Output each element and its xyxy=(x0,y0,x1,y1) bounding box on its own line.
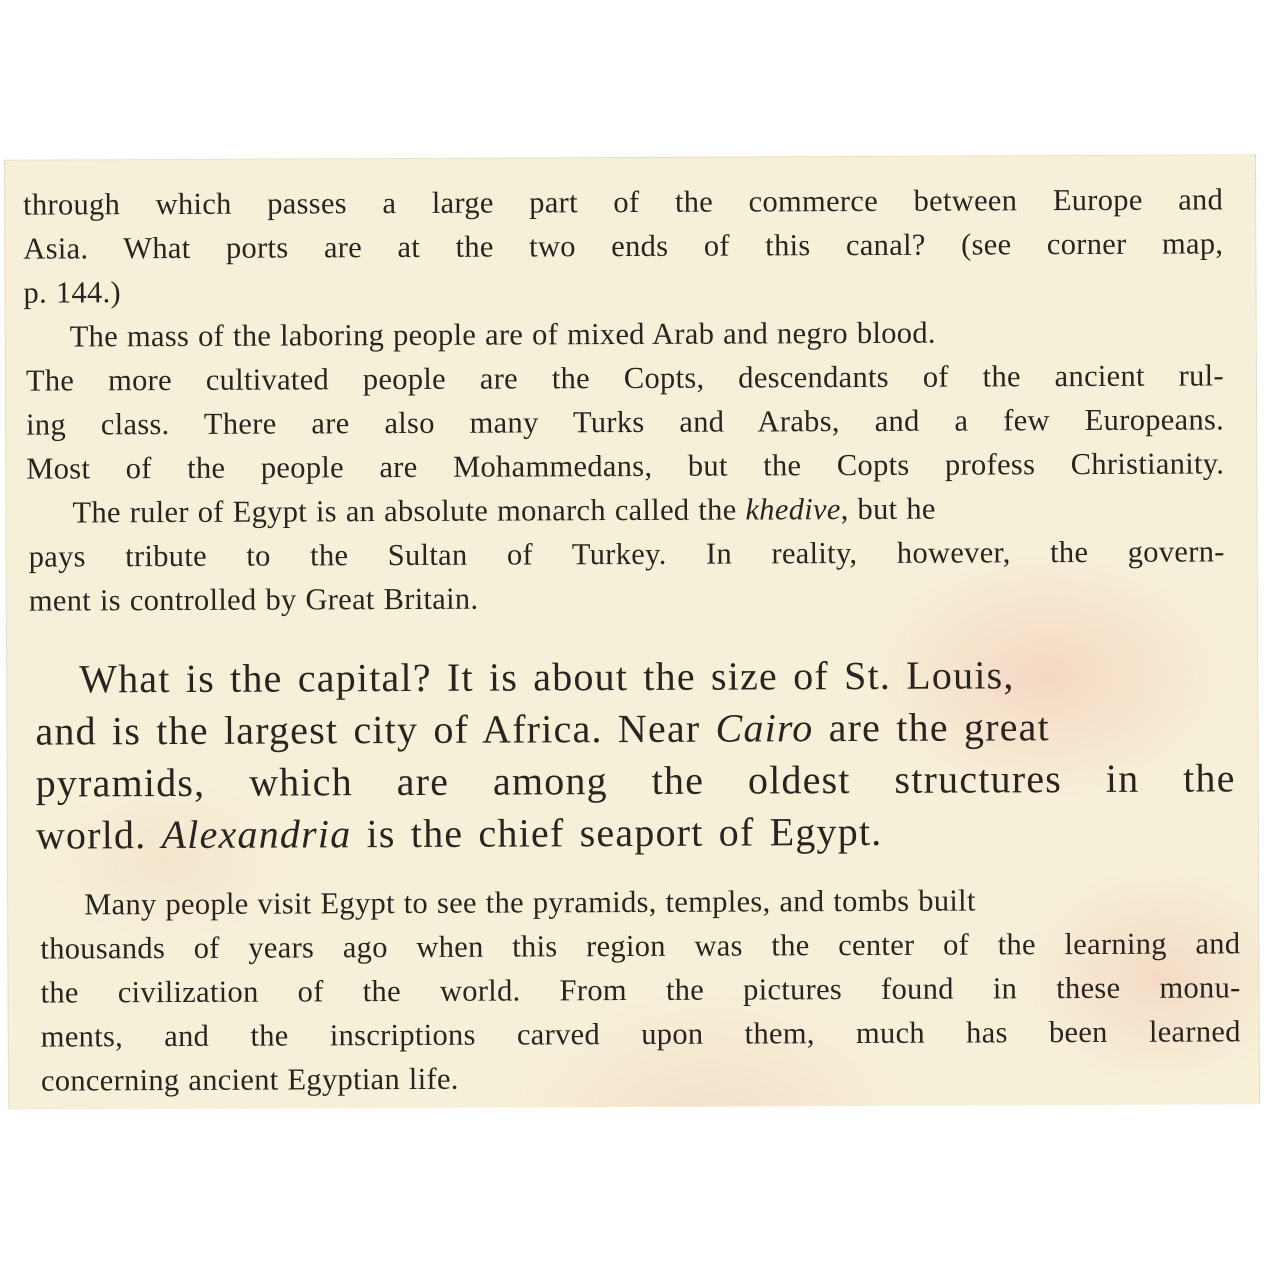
paragraph-people xyxy=(26,309,1225,490)
text-line: pays tribute to the Sultan of Turkey. In reality, however, the govern- xyxy=(28,534,1225,574)
text-line: the civilization of the world. From the pictures found in these monu- xyxy=(40,970,1241,1010)
paragraph-canal-commerce xyxy=(23,177,1224,314)
text-line: p. 144.) xyxy=(23,275,122,310)
text-line: ing class. There are also many Turks and Arabs, and a few Europeans. xyxy=(26,402,1225,442)
text-line: thousands of years ago when this region was the center of the learning and xyxy=(40,926,1241,966)
text-line: concerning ancient Egyptian life. xyxy=(40,1061,459,1098)
text-line: Many people visit Egypt to see the pyramids, temples, and tombs built xyxy=(84,883,976,922)
text-line: The ruler of Egypt is an absolute monarch called the khedive, but he xyxy=(72,491,936,530)
paragraph-ruler xyxy=(28,485,1225,622)
text-line: The mass of the laboring people are of mixed Arab and negro blood. xyxy=(69,315,936,354)
text-line: through which passes a large part of the commerce between Europe and xyxy=(23,182,1224,222)
text-line: world. Alexandria is the chief seaport of Egypt. xyxy=(35,808,883,858)
text-line: The more cultivated people are the Copts, descendants of the ancient rul- xyxy=(25,358,1224,398)
text-line: and is the largest city of Africa. Near Cairo are the great xyxy=(35,704,1050,754)
text-line: What is the capital? It is about the size of St. Louis, xyxy=(79,652,1015,702)
text-line: ments, and the inscriptions carved upon them, much has been learned xyxy=(40,1014,1241,1054)
paragraph-visitors xyxy=(40,877,1241,1102)
text-line: ment is controlled by Great Britain. xyxy=(28,581,479,618)
text-line: Asia. What ports are at the two ends of this canal? (see corner map, xyxy=(23,226,1224,266)
text-line: pyramids, which are among the oldest structures in the xyxy=(35,755,1236,806)
paragraph-capital xyxy=(35,648,1236,861)
text-line: Most of the people are Mohammedans, but the Copts profess Christianity. xyxy=(26,446,1225,486)
book-clipping xyxy=(4,154,1260,1109)
